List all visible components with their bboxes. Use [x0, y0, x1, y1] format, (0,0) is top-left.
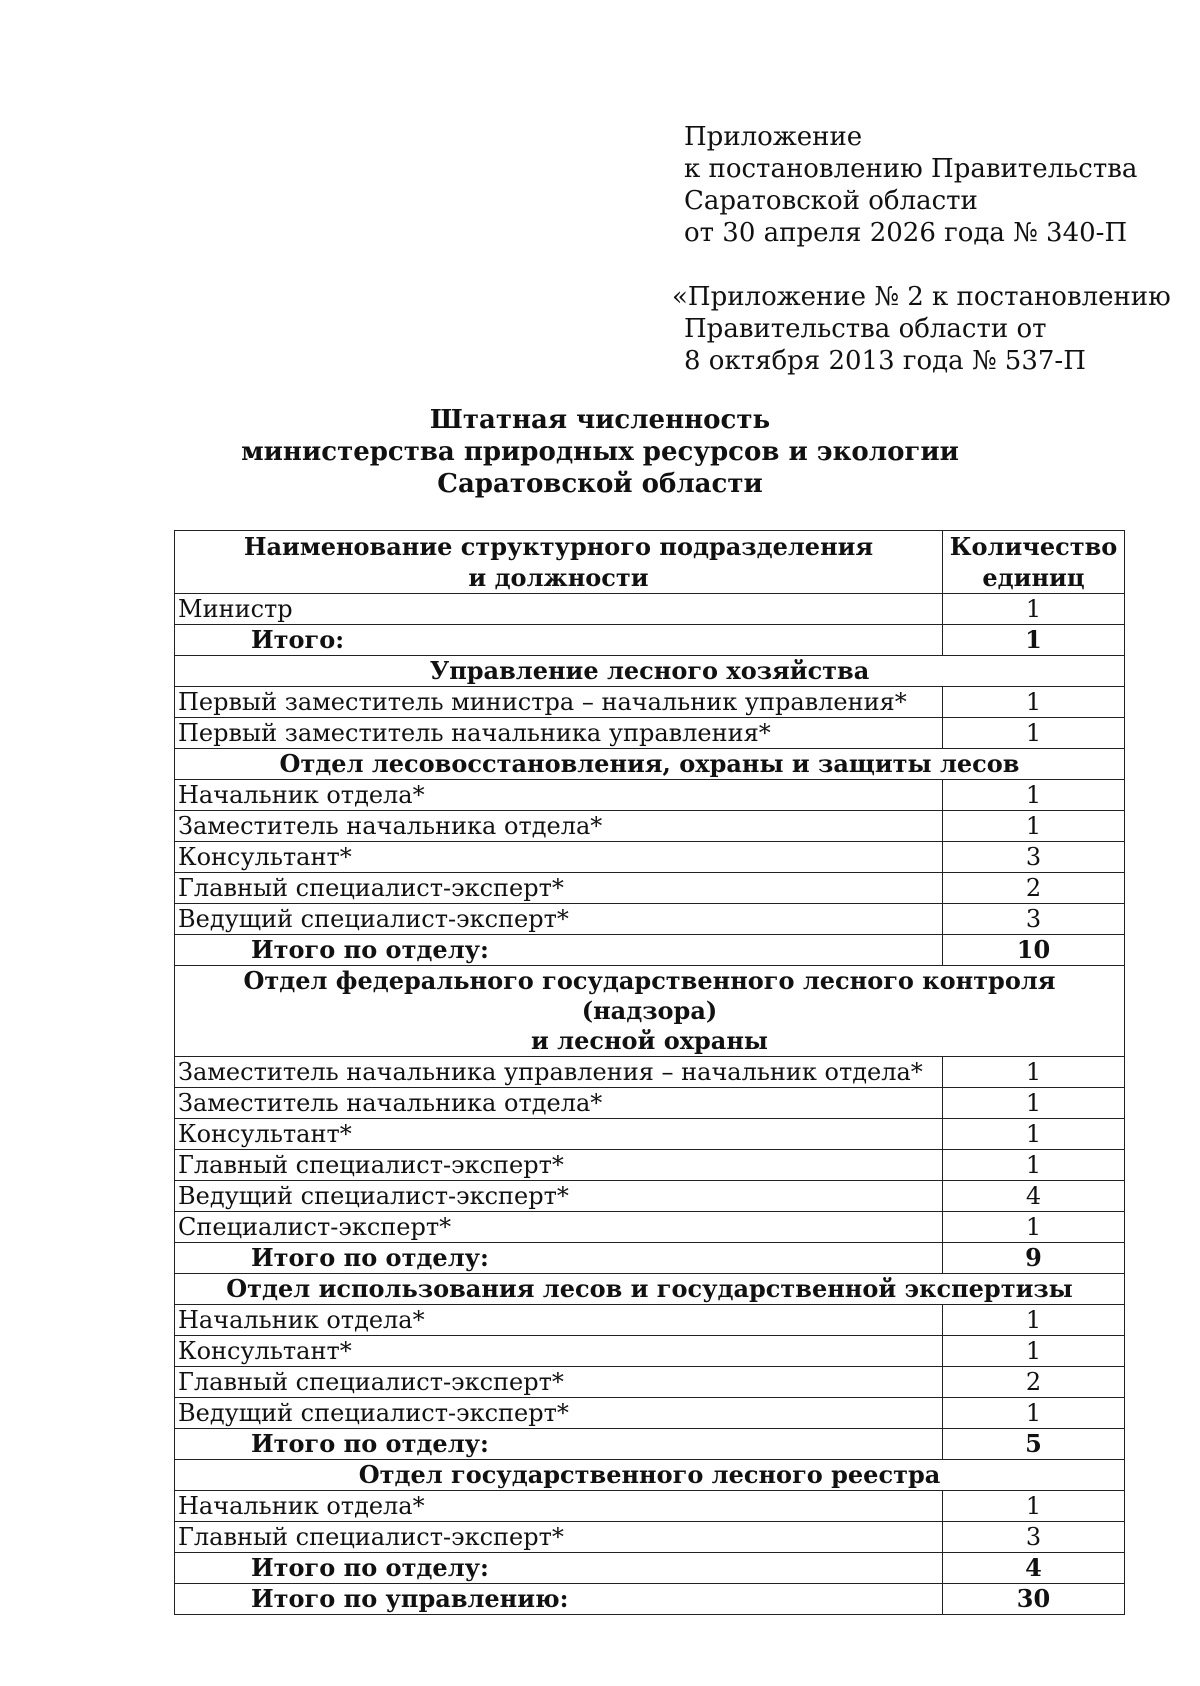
position-name-cell: Консультант*	[175, 1119, 943, 1150]
table-row	[175, 1398, 1125, 1429]
position-name-cell: Главный специалист-эксперт*	[175, 1522, 943, 1553]
table-row	[175, 1336, 1125, 1367]
appendix-line: от 30 апреля 2026 года № 340-П	[684, 218, 1128, 248]
position-name-cell: Консультант*	[175, 1336, 943, 1367]
section-heading-row	[175, 1274, 1125, 1305]
unit-count-cell: 1	[943, 1119, 1125, 1150]
unit-count-cell: 1	[943, 811, 1125, 842]
reference-line: Правительства области от	[684, 314, 1047, 344]
unit-count-cell: 4	[943, 1181, 1125, 1212]
unit-count-cell: 1	[943, 1491, 1125, 1522]
unit-count-cell: 1	[943, 1088, 1125, 1119]
unit-count-cell: 2	[943, 1367, 1125, 1398]
table-row	[175, 1305, 1125, 1336]
appendix-line: к постановлению Правительства	[684, 154, 1138, 184]
section-heading-cell	[175, 749, 1125, 780]
total-row	[175, 1584, 1125, 1615]
header-count-line: Количество	[949, 532, 1118, 561]
appendix-line: Саратовской области	[684, 186, 978, 216]
total-label-cell: Итого:	[175, 625, 943, 656]
position-name-cell: Первый заместитель министра – начальник управления*	[175, 687, 943, 718]
total-label-cell: Итого по отделу:	[175, 1553, 943, 1584]
section-heading-line: Отдел государственного лесного реестра	[358, 1460, 941, 1489]
unit-count-cell: 1	[943, 1336, 1125, 1367]
position-name-cell: Главный специалист-эксперт*	[175, 1150, 943, 1181]
section-heading-row	[175, 966, 1125, 1057]
total-row	[175, 1243, 1125, 1274]
header-count-cell	[943, 531, 1125, 594]
section-heading-cell	[175, 656, 1125, 687]
total-label-cell: Итого по отделу:	[175, 935, 943, 966]
total-count-cell: 9	[943, 1243, 1125, 1274]
table-row	[175, 1088, 1125, 1119]
table-row	[175, 1181, 1125, 1212]
header-count-line: единиц	[982, 563, 1085, 592]
position-name-cell: Главный специалист-эксперт*	[175, 1367, 943, 1398]
unit-count-cell: 1	[943, 718, 1125, 749]
position-name-cell: Первый заместитель начальника управления*	[175, 718, 943, 749]
section-heading-line: Отдел использования лесов и государственной экспертизы	[226, 1274, 1073, 1303]
unit-count-cell: 3	[943, 842, 1125, 873]
table-row	[175, 1367, 1125, 1398]
total-row	[175, 1429, 1125, 1460]
title-line: Штатная численность	[429, 405, 771, 435]
table-body	[175, 594, 1125, 1615]
section-heading-row	[175, 749, 1125, 780]
unit-count-cell: 1	[943, 1057, 1125, 1088]
section-heading-row	[175, 1460, 1125, 1491]
table-row	[175, 687, 1125, 718]
total-count-cell: 30	[943, 1584, 1125, 1615]
unit-count-cell: 2	[943, 873, 1125, 904]
header-name-line: Наименование структурного подразделения	[243, 532, 874, 561]
table-row	[175, 842, 1125, 873]
table-row	[175, 1150, 1125, 1181]
section-heading-line: Отдел лесовосстановления, охраны и защиты лесов	[279, 749, 1020, 778]
unit-count-cell: 1	[943, 1150, 1125, 1181]
title-line: министерства природных ресурсов и экологии	[241, 437, 959, 467]
unit-count-cell: 3	[943, 904, 1125, 935]
unit-count-cell: 1	[943, 594, 1125, 625]
table-row	[175, 1119, 1125, 1150]
total-label-cell: Итого по отделу:	[175, 1243, 943, 1274]
position-name-cell: Начальник отдела*	[175, 1491, 943, 1522]
total-count-cell: 1	[943, 625, 1125, 656]
position-name-cell: Министр	[175, 594, 943, 625]
reference-line: 8 октября 2013 года № 537-П	[684, 346, 1086, 376]
total-row	[175, 1553, 1125, 1584]
table-row	[175, 1212, 1125, 1243]
appendix-line: Приложение	[684, 122, 863, 152]
total-row	[175, 935, 1125, 966]
total-count-cell: 10	[943, 935, 1125, 966]
table-row	[175, 904, 1125, 935]
position-name-cell: Заместитель начальника управления – начальник отдела*	[175, 1057, 943, 1088]
position-name-cell: Главный специалист-эксперт*	[175, 873, 943, 904]
position-name-cell: Начальник отдела*	[175, 1305, 943, 1336]
section-heading-cell	[175, 1274, 1125, 1305]
header-name-line: и должности	[468, 563, 649, 592]
section-heading-line: Отдел федерального государственного лесного контроля (надзора)	[243, 966, 1056, 1025]
table-row	[175, 1491, 1125, 1522]
unit-count-cell: 1	[943, 780, 1125, 811]
unit-count-cell: 1	[943, 1398, 1125, 1429]
total-count-cell: 4	[943, 1553, 1125, 1584]
total-row	[175, 625, 1125, 656]
table-row	[175, 873, 1125, 904]
title-line: Саратовской области	[437, 469, 763, 499]
table-header-row	[175, 531, 1125, 594]
unit-count-cell: 3	[943, 1522, 1125, 1553]
position-name-cell: Специалист-эксперт*	[175, 1212, 943, 1243]
position-name-cell: Заместитель начальника отдела*	[175, 811, 943, 842]
section-heading-line: и лесной охраны	[531, 1026, 768, 1055]
total-label-cell: Итого по отделу:	[175, 1429, 943, 1460]
total-label-cell: Итого по управлению:	[175, 1584, 943, 1615]
unit-count-cell: 1	[943, 1212, 1125, 1243]
header-name-cell	[175, 531, 943, 594]
table-row	[175, 811, 1125, 842]
table-row	[175, 718, 1125, 749]
section-heading-cell	[175, 1460, 1125, 1491]
table-row	[175, 780, 1125, 811]
section-heading-cell	[175, 966, 1125, 1057]
reference-block	[672, 281, 1171, 377]
position-name-cell: Заместитель начальника отдела*	[175, 1088, 943, 1119]
reference-line: «Приложение № 2 к постановлению	[672, 282, 1171, 312]
section-heading-row	[175, 656, 1125, 687]
document-title	[0, 404, 1200, 500]
unit-count-cell: 1	[943, 687, 1125, 718]
position-name-cell: Консультант*	[175, 842, 943, 873]
table-row	[175, 1057, 1125, 1088]
staff-table	[174, 530, 1125, 1615]
position-name-cell: Ведущий специалист-эксперт*	[175, 1181, 943, 1212]
table-row	[175, 1522, 1125, 1553]
table-row	[175, 594, 1125, 625]
section-heading-line: Управление лесного хозяйства	[429, 656, 870, 685]
total-count-cell: 5	[943, 1429, 1125, 1460]
appendix-block	[684, 121, 1137, 249]
position-name-cell: Ведущий специалист-эксперт*	[175, 904, 943, 935]
position-name-cell: Начальник отдела*	[175, 780, 943, 811]
position-name-cell: Ведущий специалист-эксперт*	[175, 1398, 943, 1429]
unit-count-cell: 1	[943, 1305, 1125, 1336]
